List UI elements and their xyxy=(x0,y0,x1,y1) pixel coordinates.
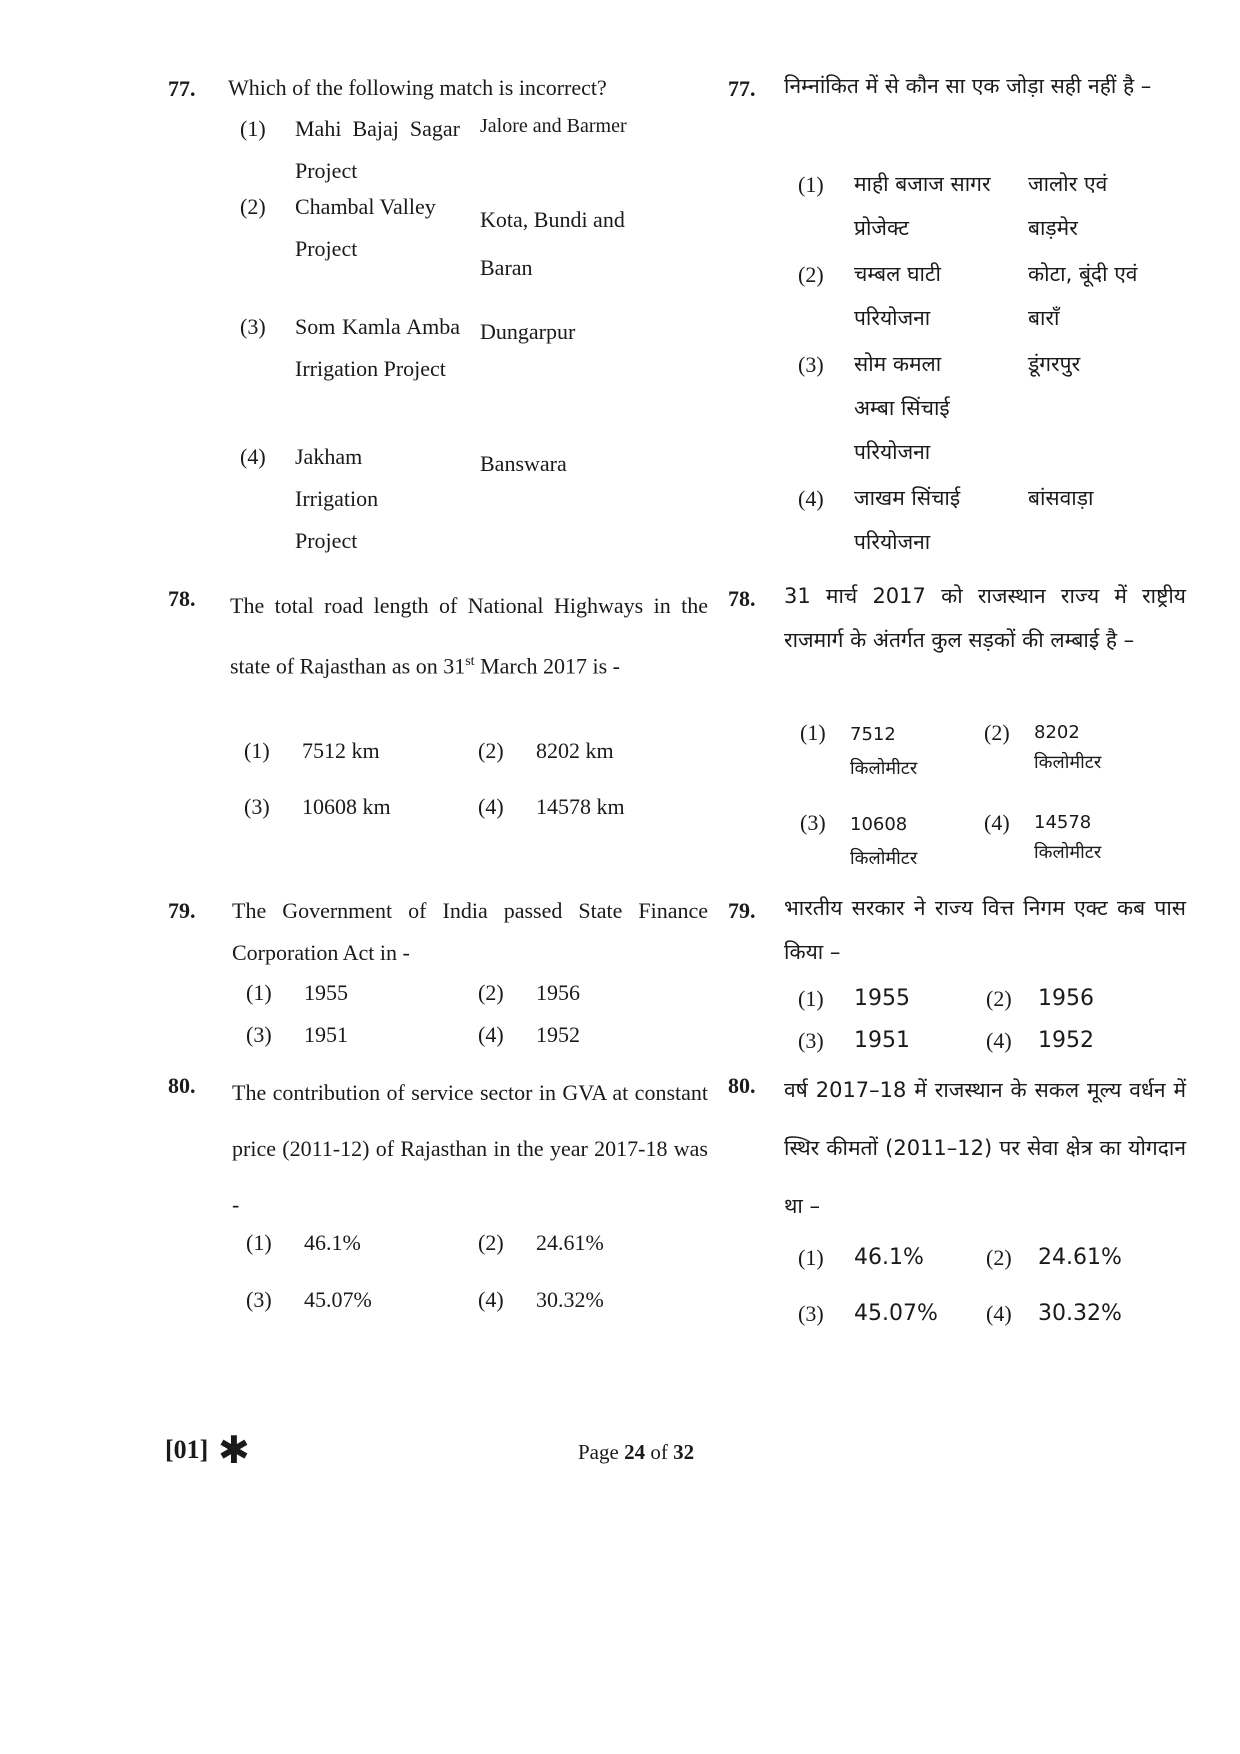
question-text: 31 मार्च 2017 को राजस्थान राज्य में राष्ट्रीय राजमार्ग के अंतर्गत कुल सड़कों की लम्बाई है – xyxy=(784,584,1186,652)
question-number: 80. xyxy=(168,1073,196,1098)
question-text: The contribution of service sector in GVA at constant price (2011-12) of Rajasthan in the year 2017-18 was - xyxy=(232,1080,708,1217)
question-text: निम्नांकित में से कौन सा एक जोड़ा सही नहीं है – xyxy=(784,74,1152,98)
booklet-code: [01] xyxy=(165,1435,209,1464)
question-text: भारतीय सरकार ने राज्य वित्त निगम एक्ट कब पास किया – xyxy=(784,896,1186,964)
question-number: 78. xyxy=(168,586,196,611)
page-number: Page 24 of 32 xyxy=(578,1440,695,1464)
question-number: 77. xyxy=(168,76,196,101)
question-number: 78. xyxy=(728,586,756,611)
question-text: The Government of India passed State Finance Corporation Act in - xyxy=(232,898,708,965)
exam-page: 77. Which of the following match is incorrect? (1) Mahi Bajaj Sagar Project Jalore and Barmer (2) Chambal Valley Project Kota, Bundi and Baran (3) Som Kamla Amba Irrigation Project Dungarpur (4) Jakham Irrigation Project Banswara 78. The total road length of National Highways in the state of Rajasthan as on 31st March 2017 is - (1) 7512 km (2) 8202 km (3) 10608 km (4) 14578 km 79. The Government of India passed State Finance Corporation Act in - (1) 1955 (2) 1956 (3) 1951 (4) 1952 80. The contribution of service sector in GVA at constant price (2011-12) of Rajasthan in the year 2017-18 was - (1) 46.1% (2) 24.61% (3) 45.07% (4) 30.32% 77. निम्नांकित में से कौन सा एक जोड़ा सही नहीं है – (1) माही बजाज सागर प्रोजेक्ट जालोर एवं बाड़मेर (2) चम्बल घाटी परियोजना कोटा, बूंदी एवं बाराँ (3) सोम कमला अम्बा सिंचाई परियोजना डूंगरपुर (4) जाखम सिंचाई परियोजना बांसवाड़ा 78. 31 मार्च 2017 को राजस्थान राज्य में राष्ट्रीय राजमार्ग के अंतर्गत कुल सड़कों की लम्बाई है – (1) 7512 किलोमीटर (2) 8202 किलोमीटर (3) 10608 किलोमीटर (4) 14578 किलोमीटर 79. भारतीय सरकार ने राज्य वित्त निगम एक्ट कब पास किया – (1) 1955 (2) 1956 (3) 1951 (4) 1952 80. वर्ष 2017–18 में राजस्थान के सकल मूल्य वर्धन में स्थिर कीमतों (2011–12) पर सेवा क्षेत्र का योगदान था – (1) 46.1% (2) 24.61% (3) 45.07% (4) 30.32% [01] ✱ Page 24 of 32 xyxy=(0,0,1240,1754)
asterisk-icon: ✱ xyxy=(218,1428,250,1472)
question-number: 79. xyxy=(168,898,196,923)
question-number: 79. xyxy=(728,898,756,923)
question-text: The total road length of National Highways in the state of Rajasthan as on 31st March 2017 is - xyxy=(230,593,708,679)
question-text: वर्ष 2017–18 में राजस्थान के सकल मूल्य वर्धन में स्थिर कीमतों (2011–12) पर सेवा क्षेत्र का योगदान था – xyxy=(784,1078,1186,1218)
question-text: Which of the following match is incorrect? xyxy=(228,75,607,100)
question-number: 80. xyxy=(728,1073,756,1098)
question-number: 77. xyxy=(728,76,756,101)
